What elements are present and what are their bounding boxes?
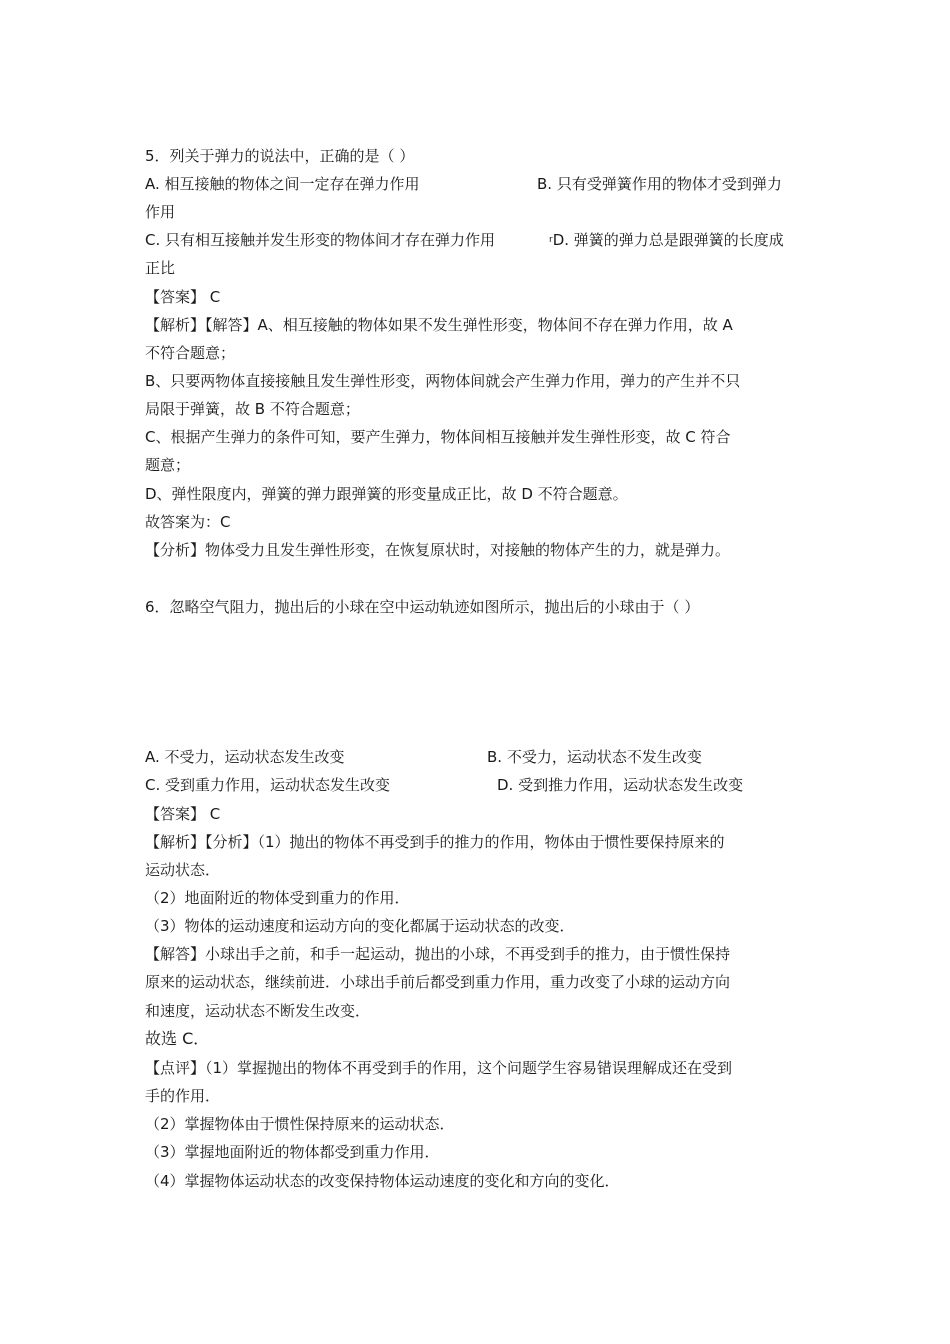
q5-analysis-line: 【解析】【解答】A、相互接触的物体如果不发生弹性形变，物体间不存在弹力作用，故 A bbox=[145, 316, 733, 334]
q5-option-d-cont: 正比 bbox=[145, 259, 176, 277]
q6-dianping-line: 【点评】（1）掌握抛出的物体不再受到手的作用，这个问题学生容易错误理解成还在受到 bbox=[145, 1059, 733, 1077]
q6-answer: 【答案】 C bbox=[145, 805, 221, 823]
q5-option-d-text: D. 弹簧的弹力总是跟弹簧的长度成 bbox=[552, 231, 784, 249]
q5-answer: 【答案】 C bbox=[145, 288, 221, 306]
q6-jieda-line: 原来的运动状态，继续前进．小球出手前后都受到重力作用，重力改变了小球的运动方向 bbox=[145, 973, 731, 991]
q5-analysis-line: D、弹性限度内，弹簧的弹力跟弹簧的形变量成正比，故 D 不符合题意。 bbox=[145, 485, 628, 503]
q5-option-b-cont: 作用 bbox=[145, 203, 176, 221]
q6-option-c: C. 受到重力作用，运动状态发生改变 bbox=[145, 776, 391, 794]
q5-analysis-line: C、根据产生弹力的条件可知，要产生弹力，物体间相互接触并发生弹性形变，故 C 符合 bbox=[145, 428, 731, 446]
q5-analysis-line: B、只要两物体直接接触且发生弹性形变，两物体间就会产生弹力作用，弹力的产生并不只 bbox=[145, 372, 741, 390]
q6-option-d: D. 受到推力作用，运动状态发生改变 bbox=[497, 776, 744, 794]
q5-analysis-line: 题意； bbox=[145, 456, 191, 474]
q5-stem: 5．列关于弹力的说法中，正确的是（ ） bbox=[145, 147, 415, 165]
q5-analysis-line: 不符合题意； bbox=[145, 344, 236, 362]
q6-stem: 6．忽略空气阻力，抛出后的小球在空中运动轨迹如图所示，抛出后的小球由于（ ） bbox=[145, 598, 700, 616]
q5-option-a: A. 相互接触的物体之间一定存在弹力作用 bbox=[145, 175, 420, 193]
q6-select: 故选 C． bbox=[145, 1029, 210, 1048]
q6-jieda-line: 和速度，运动状态不断发生改变． bbox=[145, 1002, 371, 1020]
q5-final-answer: 故答案为：C bbox=[145, 513, 231, 531]
q6-dianping-line: （2）掌握物体由于惯性保持原来的运动状态． bbox=[145, 1115, 455, 1133]
q6-jiexi-line: （3）物体的运动速度和运动方向的变化都属于运动状态的改变． bbox=[145, 917, 575, 935]
q5-option-c: C. 只有相互接触并发生形变的物体间才存在弹力作用 bbox=[145, 231, 496, 249]
q6-dianping-line: （4）掌握物体运动状态的改变保持物体运动速度的变化和方向的变化． bbox=[145, 1172, 620, 1190]
q6-dianping-line: 手的作用． bbox=[145, 1087, 221, 1105]
q6-option-b: B. 不受力，运动状态不发生改变 bbox=[487, 748, 702, 766]
q5-option-b: B. 只有受弹簧作用的物体才受到弹力 bbox=[537, 175, 782, 193]
q6-jiexi-line: 运动状态． bbox=[145, 861, 221, 879]
q6-jiexi-line: 【解析】【分析】（1）抛出的物体不再受到手的推力的作用，物体由于惯性要保持原来的 bbox=[145, 833, 725, 851]
q5-option-d-mark: r bbox=[549, 235, 553, 245]
q6-dianping-line: （3）掌握地面附近的物体都受到重力作用． bbox=[145, 1143, 440, 1161]
q6-jiexi-line: （2）地面附近的物体受到重力的作用． bbox=[145, 889, 410, 907]
q5-fenxi: 【分析】物体受力且发生弹性形变，在恢复原状时，对接触的物体产生的力，就是弹力。 bbox=[145, 541, 731, 559]
q5-analysis-line: 局限于弹簧，故 B 不符合题意； bbox=[145, 400, 360, 418]
q6-jieda-line: 【解答】小球出手之前，和手一起运动，抛出的小球，不再受到手的推力，由于惯性保持 bbox=[145, 945, 731, 963]
q6-option-a: A. 不受力，运动状态发生改变 bbox=[145, 748, 345, 766]
q5-option-d bbox=[549, 230, 784, 250]
